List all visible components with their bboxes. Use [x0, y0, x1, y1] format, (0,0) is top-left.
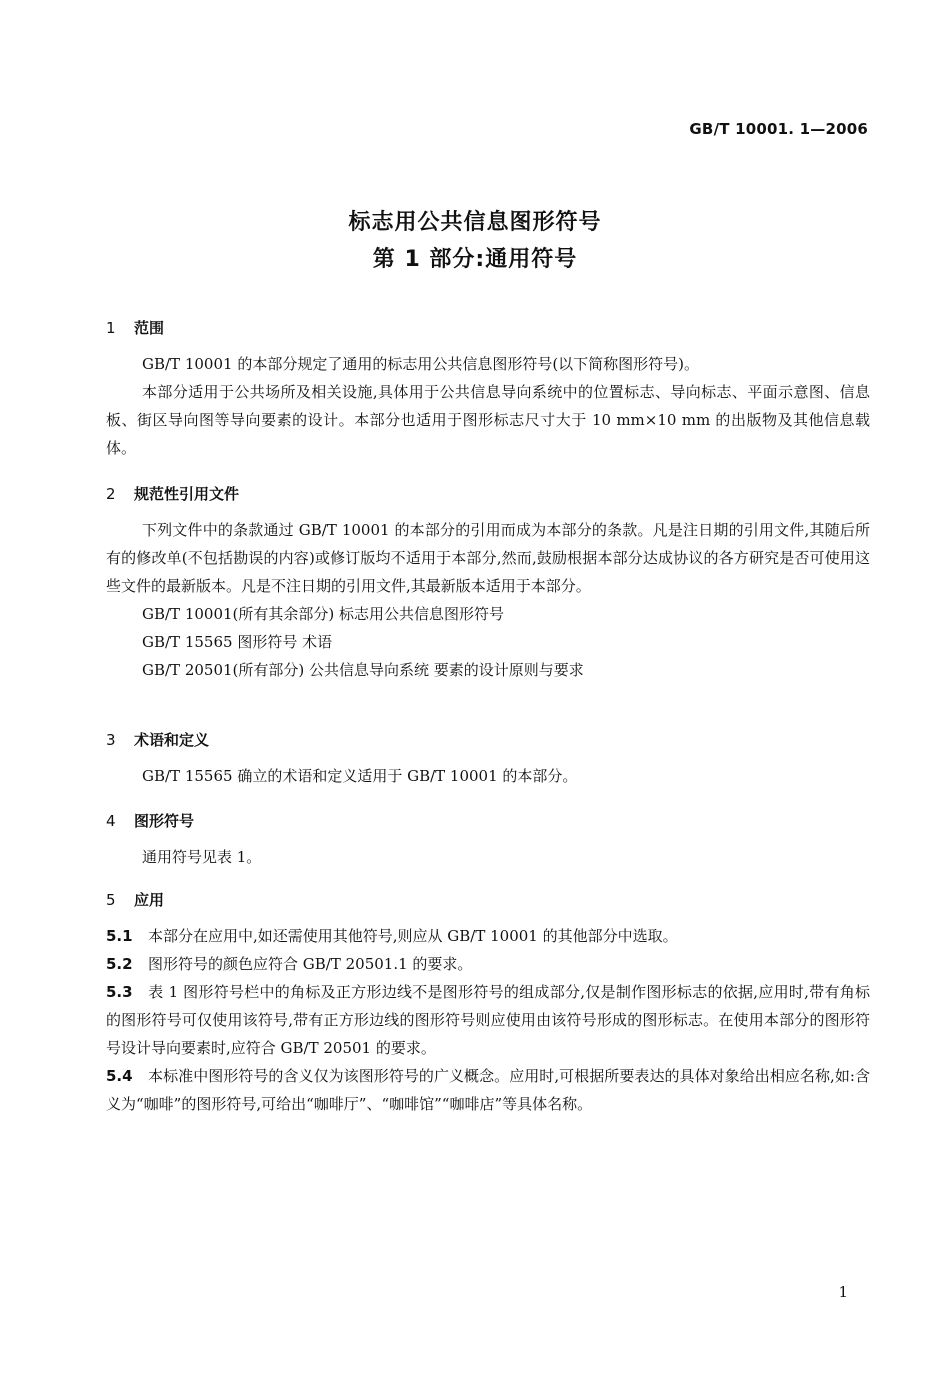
document-title-line-1: 标志用公共信息图形符号	[348, 210, 602, 235]
section-normative-references	[106, 480, 870, 684]
section-title: 术语和定义	[134, 731, 210, 749]
clause-number: 5.3	[106, 983, 133, 1001]
section-number: 1	[106, 319, 116, 337]
paragraph: 通用符号见表 1。	[142, 848, 262, 866]
section-title: 应用	[134, 891, 165, 909]
section-graphical-symbols	[106, 807, 870, 871]
section-number: 4	[106, 812, 116, 830]
clause-5-4	[106, 1062, 870, 1118]
section-title: 范围	[134, 319, 165, 337]
section-application	[106, 886, 870, 1118]
paragraph: GB/T 10001 的本部分规定了通用的标志用公共信息图形符号(以下简称图形符号)。	[142, 355, 700, 373]
clause-text: 本部分在应用中,如还需使用其他符号,则应从 GB/T 10001 的其他部分中选取。	[148, 927, 678, 945]
clause-number: 5.4	[106, 1067, 133, 1085]
section-heading	[106, 480, 870, 508]
section-number: 5	[106, 891, 116, 909]
reference-item: GB/T 20501(所有部分) 公共信息导向系统 要素的设计原则与要求	[142, 661, 584, 679]
section-heading	[106, 886, 870, 914]
standard-code: GB/T 10001. 1—2006	[689, 120, 868, 138]
clause-text: 本标准中图形符号的含义仅为该图形符号的广义概念。应用时,可根据所要表达的具体对象给出相应名称,如:含义为“咖啡”的图形符号,可给出“咖啡厅”、“咖啡馆”“咖啡店”等具体名称。	[106, 1067, 870, 1113]
paragraph: 本部分适用于公共场所及相关设施,具体用于公共信息导向系统中的位置标志、导向标志、平面示意图、信息板、街区导向图等导向要素的设计。本部分也适用于图形标志尺寸大于 10 mm×10 mm 的出版物及其他信息载体。	[106, 383, 870, 457]
page-number: 1	[838, 1283, 848, 1301]
section-number: 3	[106, 731, 116, 749]
section-terms-definitions	[106, 726, 870, 790]
clause-text: 图形符号的颜色应符合 GB/T 20501.1 的要求。	[148, 955, 473, 973]
paragraph: 下列文件中的条款通过 GB/T 10001 的本部分的引用而成为本部分的条款。凡是注日期的引用文件,其随后所有的修改单(不包括勘误的内容)或修订版均不适用于本部分,然而,鼓励根据本部分达成协议的各方研究是否可使用这些文件的最新版本。凡是不注日期的引用文件,其最新版本适用于本部分。	[106, 521, 870, 595]
reference-item: GB/T 10001(所有其余部分) 标志用公共信息图形符号	[142, 605, 505, 623]
clause-number: 5.1	[106, 927, 133, 945]
section-heading	[106, 807, 870, 835]
clause-text: 表 1 图形符号栏中的角标及正方形边线不是图形符号的组成部分,仅是制作图形标志的依据,应用时,带有角标的图形符号可仅使用该符号,带有正方形边线的图形符号则应使用由该符号形成的图形标志。在使用本部分的图形符号设计导向要素时,应符合 GB/T 20501 的要求。	[106, 983, 870, 1057]
section-title: 图形符号	[134, 812, 195, 830]
clause-number: 5.2	[106, 955, 133, 973]
clause-5-2	[106, 950, 870, 978]
document-title-line-2: 第 1 部分:通用符号	[372, 247, 578, 272]
section-title: 规范性引用文件	[134, 485, 240, 503]
clause-5-3	[106, 978, 870, 1062]
section-number: 2	[106, 485, 116, 503]
clause-5-1	[106, 922, 870, 950]
section-heading	[106, 726, 870, 754]
section-heading	[106, 314, 870, 342]
reference-item: GB/T 15565 图形符号 术语	[142, 633, 333, 651]
section-scope	[106, 314, 870, 462]
paragraph: GB/T 15565 确立的术语和定义适用于 GB/T 10001 的本部分。	[142, 767, 578, 785]
